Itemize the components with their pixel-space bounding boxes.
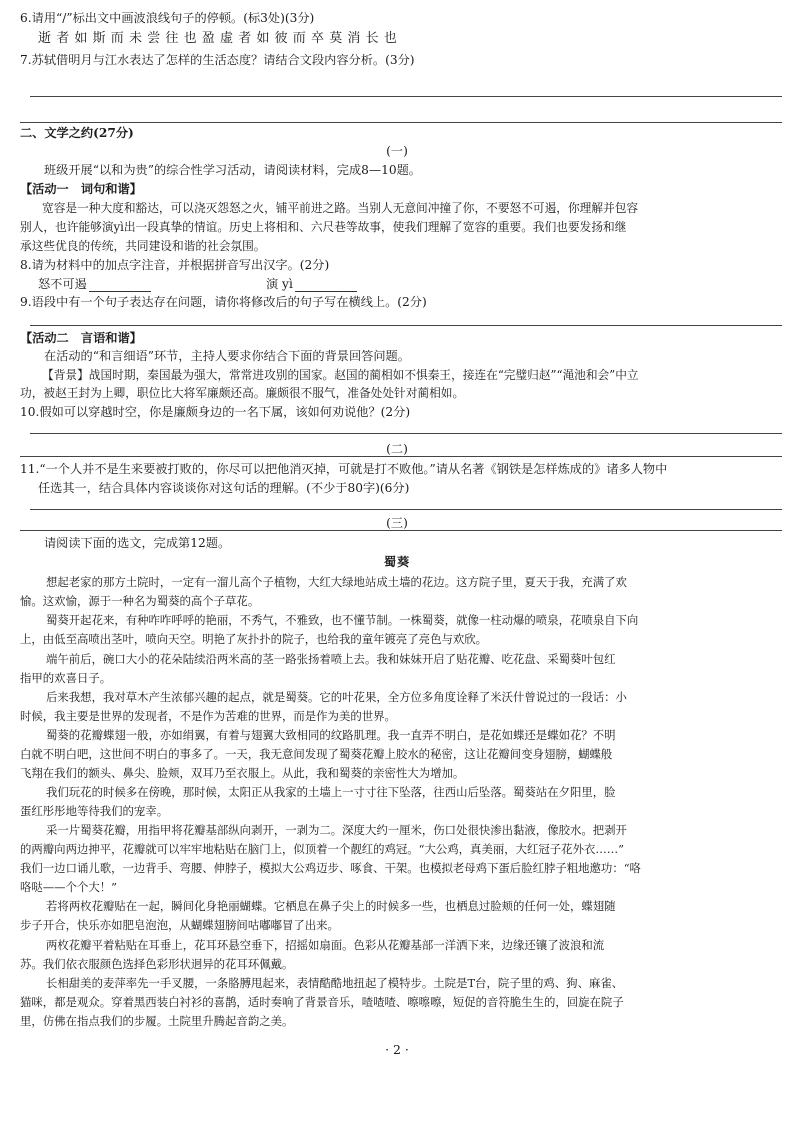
- part-1-mark: (一): [386, 144, 408, 158]
- section-divider: [20, 122, 782, 123]
- essay-line: 苏。我们依衣服颜色选择色彩形状迥异的花耳环佩戴。: [20, 957, 294, 971]
- background-text: 【背景】战国时期，秦国最为强大，常常进攻别的国家。赵国的蔺相如不惧秦王，接连在“完璧归赵”“渑池和会”中立: [42, 368, 639, 382]
- essay-line: 我们一边口诵儿歌，一边背手、弯腰、伸脖子，模拟大公鸡迈步、啄食、干架。也模拟老母鸡下蛋后脸红脖子粗地邀功：“咯: [20, 861, 641, 875]
- essay-line: 长相甜美的麦萍率先一手叉腰，一条胳膊甩起来，表情酷酷地扭起了模特步。土院是T台，院子里的鸡、狗、麻雀、: [46, 976, 624, 990]
- question-9: 9.语段中有一个句子表达存在问题，请你将修改后的句子写在横线上。(2分): [20, 295, 427, 309]
- answer-line: [30, 96, 782, 97]
- essay-line: 愉。这欢愉，源于一种名为蜀葵的高个子草花。: [20, 594, 260, 608]
- section-divider: [20, 530, 782, 531]
- q8-item-1: 怒不可遏: [38, 276, 151, 292]
- part-2-mark: (二): [386, 442, 408, 456]
- essay-line: 的两瓣向两边抻平，花瓣就可以牢牢地粘贴在脑门上，似顶着一个靓红的鸡冠。“大公鸡，真美丽，大红冠子花外衣……”: [20, 842, 624, 856]
- essay-line: 步子开合，快乐亦如肥皂泡泡，从蝴蝶翅膀间咕嘟嘟冒了出来。: [20, 918, 339, 932]
- question-6: 6.请用“/”标出文中画波浪线句子的停顿。(标3处)(3分): [20, 11, 315, 25]
- question-11: 任选其一，结合具体内容谈谈你对这句话的理解。(不少于80字)(6分): [38, 481, 410, 495]
- essay-line: 上，由低至高喷出茎叶，喷向天空。明艳了灰扑扑的院子，也给我的童年镀亮了亮色与欢欣。: [20, 632, 488, 646]
- page-number: · 2 ·: [385, 1042, 409, 1057]
- wavy-sentence: 逝者如斯而未尝往也盈虚者如彼而卒莫消长也: [38, 31, 403, 46]
- essay-line: 蜀葵开起花来，有种咋咋呼呼的艳丽，不秀气，不雅致，也不懂节制。一株蜀葵，就像一柱动爆的喷泉，花喷泉自下向: [46, 613, 639, 627]
- essay-line: 里，仿佛在指点我们的步履。土院里升腾起音韵之美。: [20, 1014, 294, 1028]
- answer-line[interactable]: [30, 509, 782, 510]
- essay-line: 猫咪，都是观众。穿着黑西装白衬衫的喜鹊，适时奏响了背景音乐，喳喳喳、嚓嚓嚓，短促的音符脆生生的，回旋在院子: [20, 995, 624, 1009]
- question-10: 10.假如可以穿越时空，你是廉颇身边的一名下属，该如何劝说他？(2分): [20, 405, 411, 419]
- q12-intro: 请阅读下面的选文，完成第12题。: [44, 536, 231, 550]
- section-heading: 二、文学之约(27分): [20, 126, 134, 140]
- answer-blank[interactable]: [295, 279, 357, 292]
- essay-line: 蛋红彤彤地等待我们的宠幸。: [20, 804, 169, 818]
- essay-line: 想起老家的那方土院时，一定有一溜儿高个子植物，大红大绿地站成土墙的花边。这方院子里，夏天于我，充满了欢: [46, 575, 627, 589]
- answer-blank[interactable]: [89, 279, 151, 292]
- question-8: 8.请为材料中的加点字注音，并根据拼音写出汉字。(2分): [20, 258, 330, 272]
- activity-2-label: 【活动二 言语和谐】: [20, 331, 142, 345]
- part-3-mark: (三): [386, 516, 408, 530]
- activity-1-text: 承这些优良的传统，共同建设和谐的社会氛围。: [20, 239, 266, 253]
- activity-2-intro: 在活动的“和言细语”环节，主持人要求你结合下面的背景回答问题。: [44, 349, 410, 363]
- essay-line: 两枚花瓣平着粘贴在耳垂上，花耳环悬空垂下，招摇如扇面。色彩从花瓣基部一洋洒下来，边缘还镶了波浪和流: [46, 938, 605, 952]
- essay-line: 我们玩花的时候多在傍晚，那时候，太阳正从我家的土墙上一寸寸往下坠落，往西山后坠落。蜀葵站在夕阳里，脸: [46, 785, 616, 799]
- question-7: 7.苏轼借明月与江水表达了怎样的生活态度？请结合文段内容分析。(3分): [20, 53, 415, 67]
- essay-title: 蜀葵: [383, 555, 411, 569]
- essay-line: 时候，我主要是世界的发现者，不是作为苦难的世界，而是作为美的世界。: [20, 709, 396, 723]
- essay-line: 白就不明白吧，这世间不明白的事多了。一天，我无意间发现了蜀葵花瓣上胶水的秘密，这让花瓣间变身翅膀，蝴蝶般: [20, 747, 613, 761]
- answer-line[interactable]: [30, 433, 782, 434]
- activity-1-label: 【活动一 词句和谐】: [20, 182, 142, 196]
- activity-1-text: 宽容是一种大度和豁达，可以浇灭怨怒之火，铺平前进之路。当别人无意间冲撞了你，不要怒不可遏，你理解并包容: [42, 201, 639, 215]
- essay-line: 飞翔在我们的额头、鼻尖、脸颊，双耳乃至衣服上。从此，我和蜀葵的亲密性大为增加。: [20, 766, 465, 780]
- essay-line: 后来我想，我对草木产生浓郁兴趣的起点，就是蜀葵。它的叶花果，全方位多角度诠释了米沃什曾说过的一段话：小: [46, 690, 627, 704]
- answer-line[interactable]: [30, 325, 782, 326]
- section-divider: [20, 456, 782, 457]
- essay-line: 端午前后，碗口大小的花朵陆续沿两米高的茎一路张扬着喷上去。我和妹妹开启了贴花瓣、吃花盘、采蜀葵叶包红: [46, 652, 616, 666]
- essay-line: 指甲的欢喜日子。: [20, 671, 112, 685]
- intro-text: 班级开展“以和为贵”的综合性学习活动，请阅读材料，完成8—10题。: [44, 163, 421, 177]
- activity-1-text: 别人，也许能够演yì出一段真挚的情谊。历史上将相和、六尺巷等故事，使我们理解了宽容的重要。我们也要发扬和继: [20, 220, 627, 234]
- background-text: 功，被赵王封为上卿，职位比大将军廉颇还高。廉颇很不服气，准备处处针对蔺相如。: [20, 386, 465, 400]
- essay-line: 采一片蜀葵花瓣，用指甲将花瓣基部纵向剥开，一剥为二。深度大约一厘米，伤口处很快渗出黏液，像胶水。把剥开: [46, 823, 627, 837]
- essay-line: 咯哒——个个大！”: [20, 880, 117, 894]
- essay-line: 若将两枚花瓣贴在一起，瞬间化身艳丽蝴蝶。它栖息在鼻子尖上的时候多一些，也栖息过脸颊的任何一处，蝶翅随: [46, 899, 616, 913]
- q8-item-2: 演 yì: [266, 276, 357, 292]
- question-11: 11.“一个人并不是生来要被打败的，你尽可以把他消灭掉，可就是打不败他。”请从名著《钢铁是怎样炼成的》诸多人物中: [20, 462, 668, 476]
- essay-line: 蜀葵的花瓣蝶翅一般，亦如绢翼，有着与翅翼大致相同的纹路肌理。我一直弄不明白，是花如蝶还是蝶如花？不明: [46, 728, 616, 742]
